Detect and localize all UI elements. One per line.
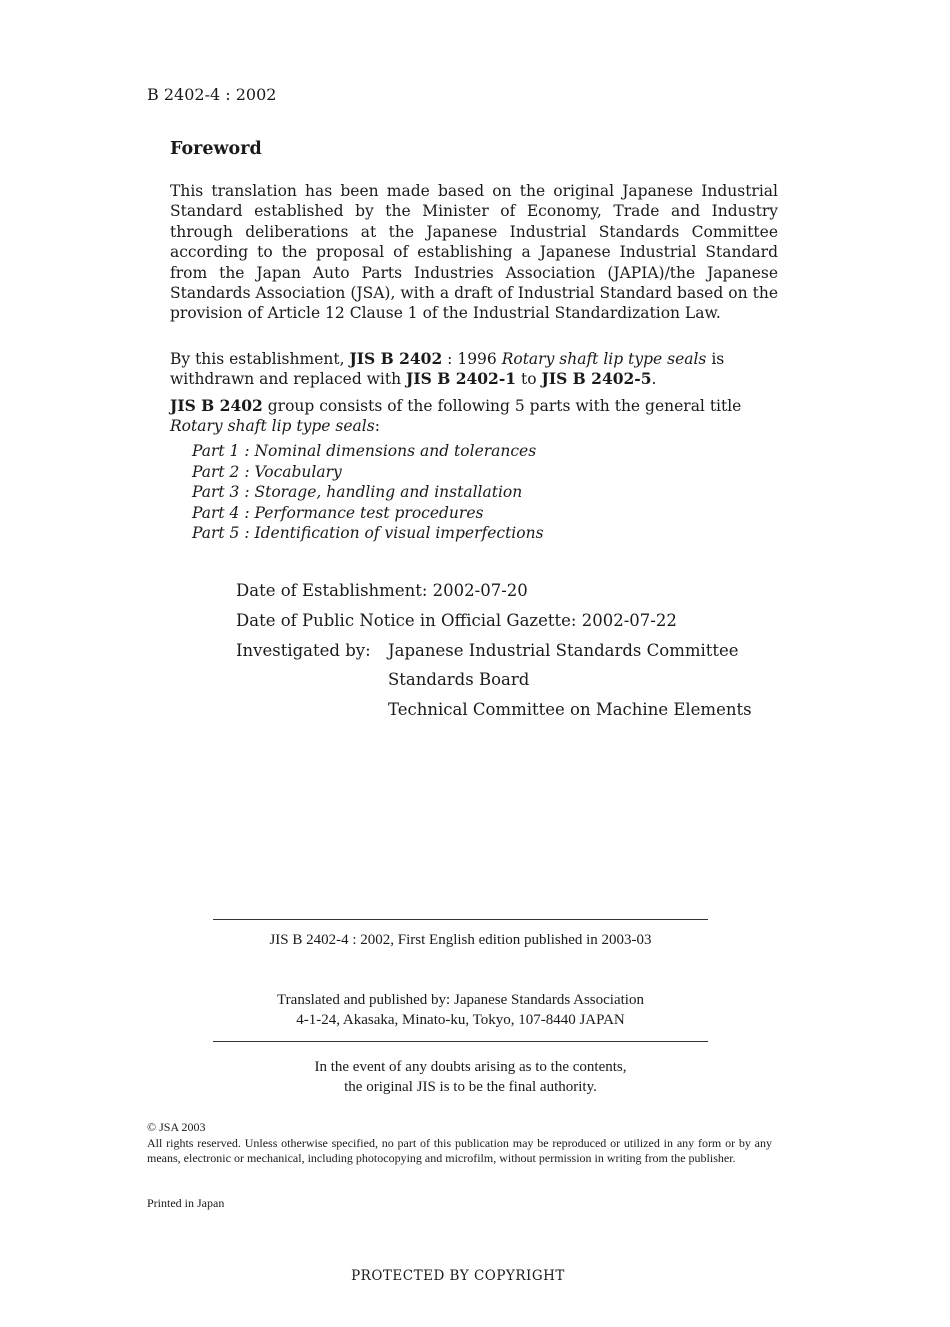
printed-in-japan: Printed in Japan [147,1196,225,1210]
foreword-paragraph-2 [170,349,778,390]
protected-by-copyright-footer: PROTECTED BY COPYRIGHT [351,1268,565,1284]
standard-ref: JIS B 2402-5 [541,369,652,389]
investigated-by-line: Japanese Industrial Standards Committee [388,641,739,660]
edition-line: JIS B 2402-4 : 2002, First English edition published in 2003-03 [269,932,652,948]
standard-title: Rotary shaft lip type seals [170,417,375,436]
part-item: Part 2 : Vocabulary [192,462,342,481]
date-of-establishment: Date of Establishment: 2002-07-20 [236,581,528,600]
investigated-by-line: Technical Committee on Machine Elements [388,700,752,719]
text: . [651,370,657,389]
investigated-by-label: Investigated by: [236,641,371,660]
date-of-public-notice: Date of Public Notice in Official Gazette: 2002-07-22 [236,611,677,630]
standard-ref: JIS B 2402 [170,396,263,415]
authority-note [213,1057,728,1097]
foreword-paragraph-3 [170,396,778,437]
authority-note-line: the original JIS is to be the final authority. [344,1079,597,1095]
translated-by-line: Translated and published by: Japanese Standards Association [277,992,644,1008]
rights-reserved-text: All rights reserved. Unless otherwise specified, no part of this publication may be reproduced or utilized in any form or by any means, electronic or mechanical, including photocopying and microfilm, without permission in writing from the publisher. [147,1136,772,1165]
part-item: Part 3 : Storage, handling and installation [192,483,523,502]
authority-note-line: In the event of any doubts arising as to the contents, [314,1059,627,1075]
part-item: Part 4 : Performance test procedures [192,503,484,522]
document-code: B 2402-4 : 2002 [147,85,277,104]
part-item: Part 5 : Identification of visual imperfections [192,524,544,543]
text: By this establishment, [170,350,350,368]
text: : 1996 [442,350,502,368]
part-item: Part 1 : Nominal dimensions and tolerances [192,442,537,460]
foreword-title: Foreword [170,139,262,159]
divider-bottom [213,1041,708,1042]
text: is withdrawn and replaced with [170,350,725,389]
divider-top [213,919,708,920]
text: group consists of the following 5 parts with the general title [262,397,742,415]
text: to [516,370,542,389]
foreword-paragraph-1: This translation has been made based on the original Japanese Industrial Standard established by the Minister of Economy, Trade and Industry through deliberations at the Japanese Industrial Standards Committee according to the proposal of establishing a Japanese Industrial Standard from the Japan Auto Parts Industries Association (JAPIA)/the Japanese Standards Association (JSA), with a draft of Industrial Standard based on the provision of Article 12 Clause 1 of the Industrial Standardization Law. [170,182,778,323]
copyright-notice: © JSA 2003 [147,1120,206,1134]
standard-ref: JIS B 2402 [349,349,443,368]
address-line: 4-1-24, Akasaka, Minato-ku, Tokyo, 107-8440 JAPAN [296,1012,625,1028]
parts-list [192,441,544,544]
standard-title: Rotary shaft lip type seals [501,350,707,368]
text: : [374,417,380,436]
translated-by-block [213,990,708,1030]
investigated-by-line: Standards Board [388,670,530,689]
standard-ref: JIS B 2402-1 [406,369,517,389]
